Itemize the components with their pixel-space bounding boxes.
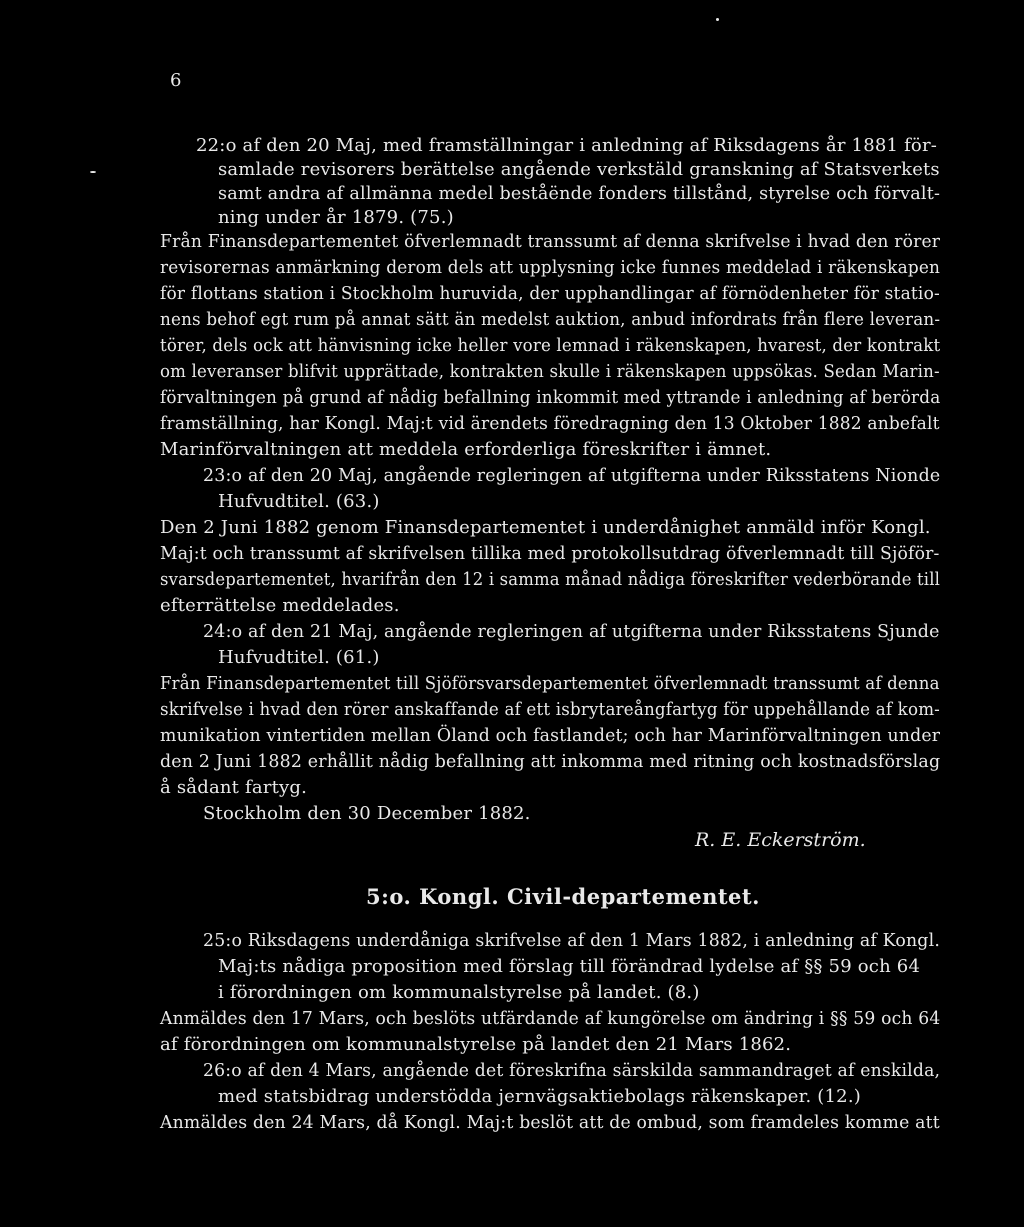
text-line: 25:o Riksdagens underdåniga skrifvelse af den 1 Mars 1882, i anledning af Kongl. <box>203 930 941 951</box>
text-line: Anmäldes den 17 Mars, och beslöts utfärdande af kungörelse om ändring i §§ 59 och 64 <box>160 1008 941 1029</box>
text-line: svarsdepartementet, hvarifrån den 12 i samma månad nådiga föreskrifter vederbörande till <box>160 569 941 590</box>
text-line: 23:o af den 20 Maj, angående regleringen af utgifterna under Riksstatens Nionde <box>203 465 941 486</box>
date-line: Stockholm den 30 December 1882. <box>203 803 531 824</box>
text-line: den 2 Juni 1882 erhållit nådig befallning att inkomma med ritning och kostnadsförslag <box>160 751 941 772</box>
text-line: Marinförvaltningen att meddela erforderliga föreskrifter i ämnet. <box>160 439 772 460</box>
text-line: förvaltningen på grund af nådig befallning inkommit med yttrande i anledning af berörda <box>160 387 941 408</box>
text-line: Maj:ts nådiga proposition med förslag till förändrad lydelse af §§ 59 och 64 <box>218 956 921 977</box>
text-line: skrifvelse i hvad den rörer anskaffande af ett isbrytareångfartyg för uppehållande af kom- <box>160 699 941 720</box>
text-line: nens behof egt rum på annat sätt än medelst auktion, anbud infordrats från flere leveran- <box>160 309 941 330</box>
margin-mark <box>90 171 96 173</box>
text-line: Hufvudtitel. (63.) <box>218 491 380 512</box>
text-line: framställning, har Kongl. Maj:t vid ärendets föredragning den 13 Oktober 1882 anbefalt <box>160 413 940 434</box>
page-number: 6 <box>170 70 182 91</box>
section-heading: 5:o. Kongl. Civil-departementet. <box>366 884 760 909</box>
text-line: med statsbidrag understödda jernvägsaktiebolags räkenskaper. (12.) <box>218 1086 861 1107</box>
text-line: Hufvudtitel. (61.) <box>218 647 380 668</box>
text-line: revisorernas anmärkning derom dels att upplysning icke funnes meddelad i räkenskapen <box>160 257 941 278</box>
text-line: Den 2 Juni 1882 genom Finansdepartementet i underdånighet anmäld inför Kongl. <box>160 517 931 538</box>
text-line: å sådant fartyg. <box>160 777 308 798</box>
speck-mark <box>716 18 719 21</box>
text-line: för flottans station i Stockholm huruvida, der upphandlingar af förnödenheter för statio- <box>160 283 940 304</box>
text-line: törer, dels ock att hänvisning icke heller vore lemnad i räkenskapen, hvarest, der kontrakt <box>160 335 941 356</box>
text-line: af förordningen om kommunalstyrelse på landet den 21 Mars 1862. <box>160 1034 792 1055</box>
text-line: Maj:t och transsumt af skrifvelsen tillika med protokollsutdrag öfverlemnadt till Sjöför- <box>160 543 940 564</box>
text-line: 24:o af den 21 Maj, angående regleringen af utgifterna under Riksstatens Sjunde <box>203 621 940 642</box>
text-line: om leveranser blifvit upprättade, kontrakten skulle i räkenskapen uppsökas. Sedan Marin- <box>160 361 940 382</box>
text-line: 26:o af den 4 Mars, angående det föreskrifna särskilda sammandraget af enskilda, <box>203 1060 941 1081</box>
text-line: i förordningen om kommunalstyrelse på landet. (8.) <box>218 982 700 1003</box>
text-line: samt andra af allmänna medel beståënde fonders tillstånd, styrelse och förvalt- <box>218 183 941 204</box>
text-line: ning under år 1879. (75.) <box>218 207 454 228</box>
text-line: efterrättelse meddelades. <box>160 595 400 616</box>
text-line: munikation vintertiden mellan Öland och fastlandet; och har Marinförvaltningen under <box>160 725 941 746</box>
text-line: 22:o af den 20 Maj, med framställningar i anledning af Riksdagens år 1881 för- <box>196 135 938 156</box>
text-line: samlade revisorers berättelse angående verkstäld granskning af Statsverkets <box>218 159 940 180</box>
signature: R. E. Eckerström. <box>695 829 866 851</box>
text-line: Från Finansdepartementet öfverlemnadt transsumt af denna skrifvelse i hvad den rörer <box>160 231 941 252</box>
text-line: Anmäldes den 24 Mars, då Kongl. Maj:t beslöt att de ombud, som framdeles komme att <box>160 1112 940 1133</box>
text-line: Från Finansdepartementet till Sjöförsvarsdepartementet öfverlemnadt transsumt af denna <box>160 673 940 694</box>
